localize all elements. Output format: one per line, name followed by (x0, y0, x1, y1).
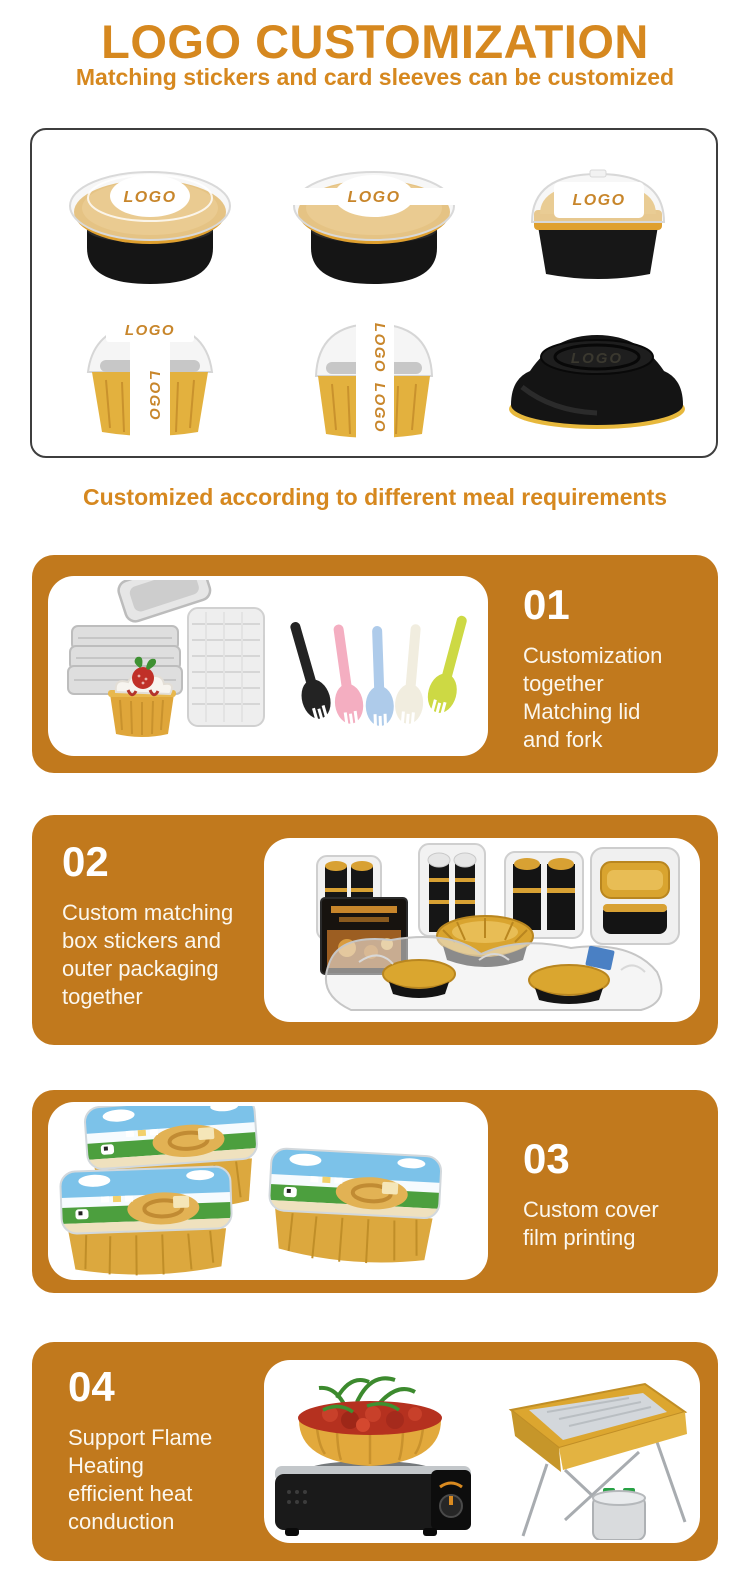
colored-sporks (281, 612, 477, 730)
printed-container (60, 1166, 234, 1276)
feature-02-image-box (264, 838, 700, 1022)
lids-and-forks-image (58, 580, 478, 752)
product-round-bowl-2 (271, 138, 477, 290)
svg-text:LOGO: LOGO (371, 382, 388, 434)
feature-text-line: together (523, 671, 604, 696)
feature-03-image-box (48, 1102, 488, 1280)
feature-card-01 (32, 555, 718, 773)
feature-text-line: conduction (68, 1509, 175, 1534)
feature-04-image-box (264, 1360, 700, 1543)
feature-text-line: Support Flame (68, 1425, 213, 1450)
wrapped-containers-image (269, 842, 695, 1018)
svg-text:LOGO: LOGO (123, 189, 177, 206)
foil-tray-stand-group (511, 1384, 687, 1540)
gas-stove-group (275, 1378, 471, 1536)
feature-01-image-box (48, 576, 488, 756)
svg-text:LOGO: LOGO (572, 192, 626, 209)
feature-card-03 (32, 1090, 718, 1293)
feature-01-text (523, 581, 723, 754)
product-square-cup-2 (274, 290, 474, 448)
crayfish-bowl (298, 1378, 442, 1466)
black-casserole-image (492, 295, 704, 443)
feature-number: 01 (523, 581, 570, 628)
feature-text-line: box stickers and (62, 928, 221, 953)
feature-number: 02 (62, 838, 109, 885)
svg-text:LOGO: LOGO (146, 370, 163, 422)
feature-03-text (523, 1135, 723, 1252)
printed-container (266, 1148, 442, 1267)
feature-04-text (68, 1363, 268, 1536)
feature-text-line: Matching lid (523, 699, 641, 724)
square-cup-strip-image (274, 290, 474, 448)
page-subtitle: Matching stickers and card sleeves can be customized (75, 64, 675, 90)
product-black-casserole (492, 295, 704, 443)
rect-container-image (492, 138, 704, 290)
fuel-canister (593, 1488, 645, 1540)
feature-text-line: Heating (68, 1453, 144, 1478)
feature-text-line: outer packaging (62, 956, 219, 981)
square-cup-tstrip-image (50, 290, 250, 448)
feature-text-line: and fork (523, 727, 603, 752)
product-showcase-box (30, 128, 718, 458)
section-caption: Customized according to different meal requirements (82, 484, 668, 510)
feature-text-line: efficient heat (68, 1481, 193, 1506)
feature-card-04 (32, 1342, 718, 1561)
feature-text-line: Custom matching (62, 900, 234, 925)
flame-heating-image (269, 1364, 695, 1540)
svg-text:LOGO: LOGO (371, 322, 388, 374)
printed-film-containers-image (56, 1106, 480, 1276)
feature-02-text (62, 838, 262, 1011)
feature-text-line: together (62, 984, 143, 1009)
product-rect-container (492, 138, 704, 290)
product-round-bowl-1 (47, 138, 253, 290)
product-square-cup-1 (50, 290, 250, 448)
page-title: LOGO CUSTOMIZATION (101, 15, 649, 68)
feature-number: 03 (523, 1135, 570, 1182)
clear-lid-stack (188, 608, 264, 726)
svg-text:LOGO: LOGO (124, 322, 176, 339)
embossed-logo: LOGO (570, 350, 624, 367)
feature-text-line: film printing (523, 1225, 636, 1250)
svg-text:LOGO: LOGO (347, 189, 401, 206)
round-bowl-image (47, 138, 253, 290)
feature-text-line: Customization (523, 643, 663, 668)
round-bowl-banded-image (271, 138, 477, 290)
feature-number: 04 (68, 1363, 115, 1410)
feature-card-02 (32, 815, 718, 1045)
feature-text-line: Custom cover (523, 1197, 659, 1222)
